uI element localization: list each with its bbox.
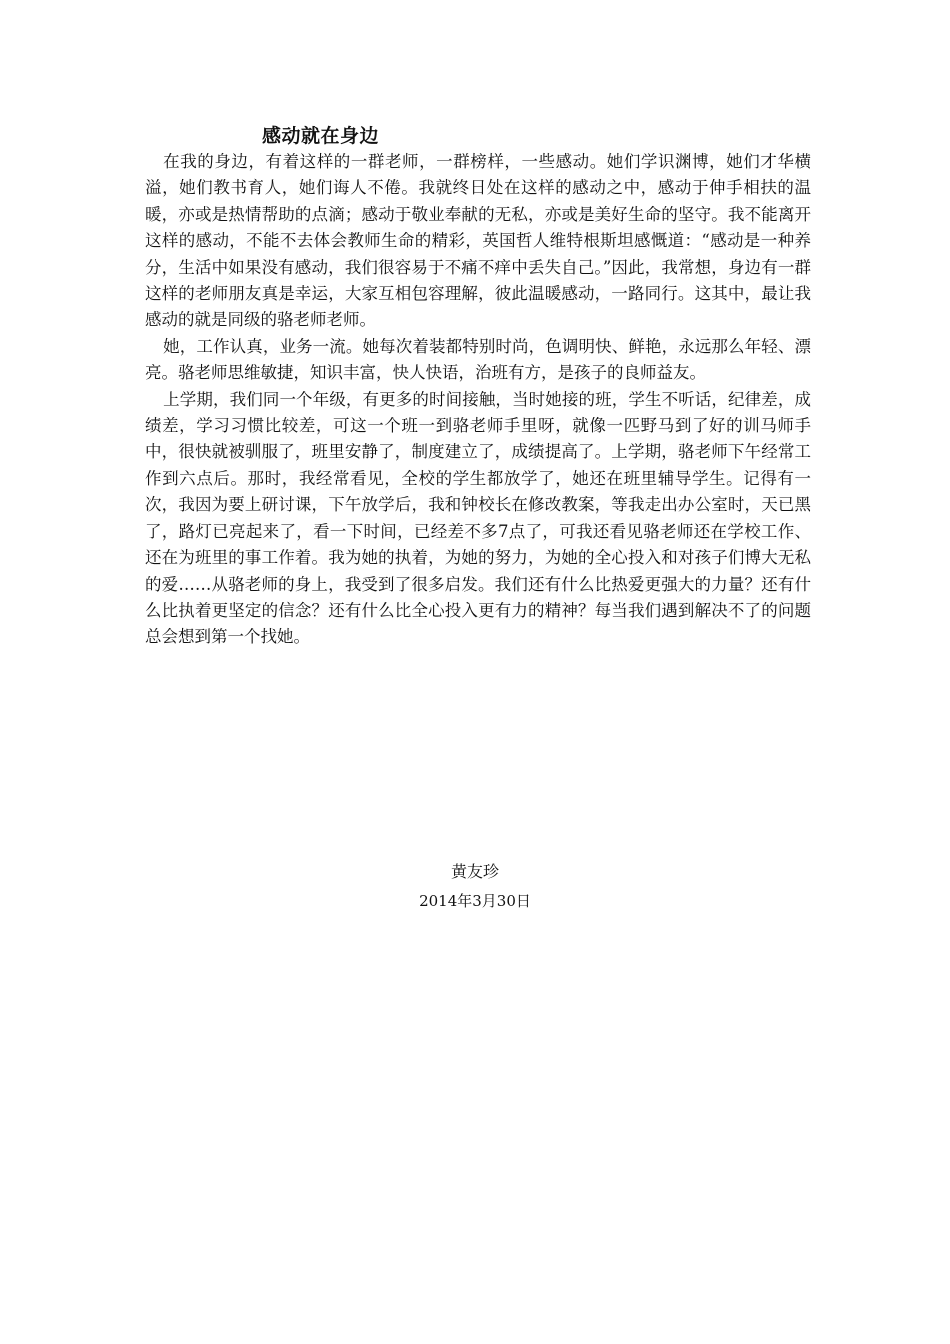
paragraph-2: 她，工作认真，业务一流。她每次着装都特别时尚，色调明快、鲜艳，永远那么年轻、漂亮。骆老师思维敏捷，知识丰富，快人快语，治班有方，是孩子的良师益友。 xyxy=(145,336,811,383)
article-date: 2014年3月30日 xyxy=(419,892,531,910)
paragraph-1: 在我的身边，有着这样的一群老师，一群榜样，一些感动。她们学识渊博，她们才华横溢，她们教书育人，她们诲人不倦。我就终日处在这样的感动之中，感动于伸手相扶的温暖，亦或是热情帮助的点滴；感动于敬业奉献的无私，亦或是美好生命的坚守。我不能离开这样的感动，不能不去体会教师生命的精彩，英国哲人维特根斯坦感慨道：“感动是一种养分，生活中如果没有感动，我们很容易于不痛不痒中丢失自己。”因此，我常想，身边有一群这样的老师朋友真是幸运，大家互相包容理解，彼此温暖感动，一路同行。这其中，最让我感动的就是同级的骆老师老师。 xyxy=(145,152,811,330)
article-body xyxy=(145,149,811,651)
article-title: 感动就在身边 xyxy=(262,125,380,147)
author-name: 黄友珍 xyxy=(450,862,499,881)
paragraph-3: 上学期，我们同一个年级，有更多的时间接触，当时她接的班，学生不听话，纪律差，成绩差，学习习惯比较差，可这一个班一到骆老师手里呀，就像一匹野马到了好的训马师手中，很快就被驯服了，班里安静了，制度建立了，成绩提高了。上学期，骆老师下午经常工作到六点后。那时，我经常看见，全校的学生都放学了，她还在班里辅导学生。记得有一次，我因为要上研讨课，下午放学后，我和钟校长在修改教案，等我走出办公室时，天已黑了，路灯已亮起来了，看一下时间，已经差不多7点了，可我还看见骆老师还在学校工作、还在为班里的事工作着。我为她的执着，为她的努力，为她的全心投入和对孩子们博大无私的爱……从骆老师的身上，我受到了很多启发。我们还有什么比热爱更强大的力量？还有什么比执着更坚定的信念？还有什么比全心投入更有力的精神？每当我们遇到解决不了的问题总会想到第一个找她。 xyxy=(145,389,811,647)
